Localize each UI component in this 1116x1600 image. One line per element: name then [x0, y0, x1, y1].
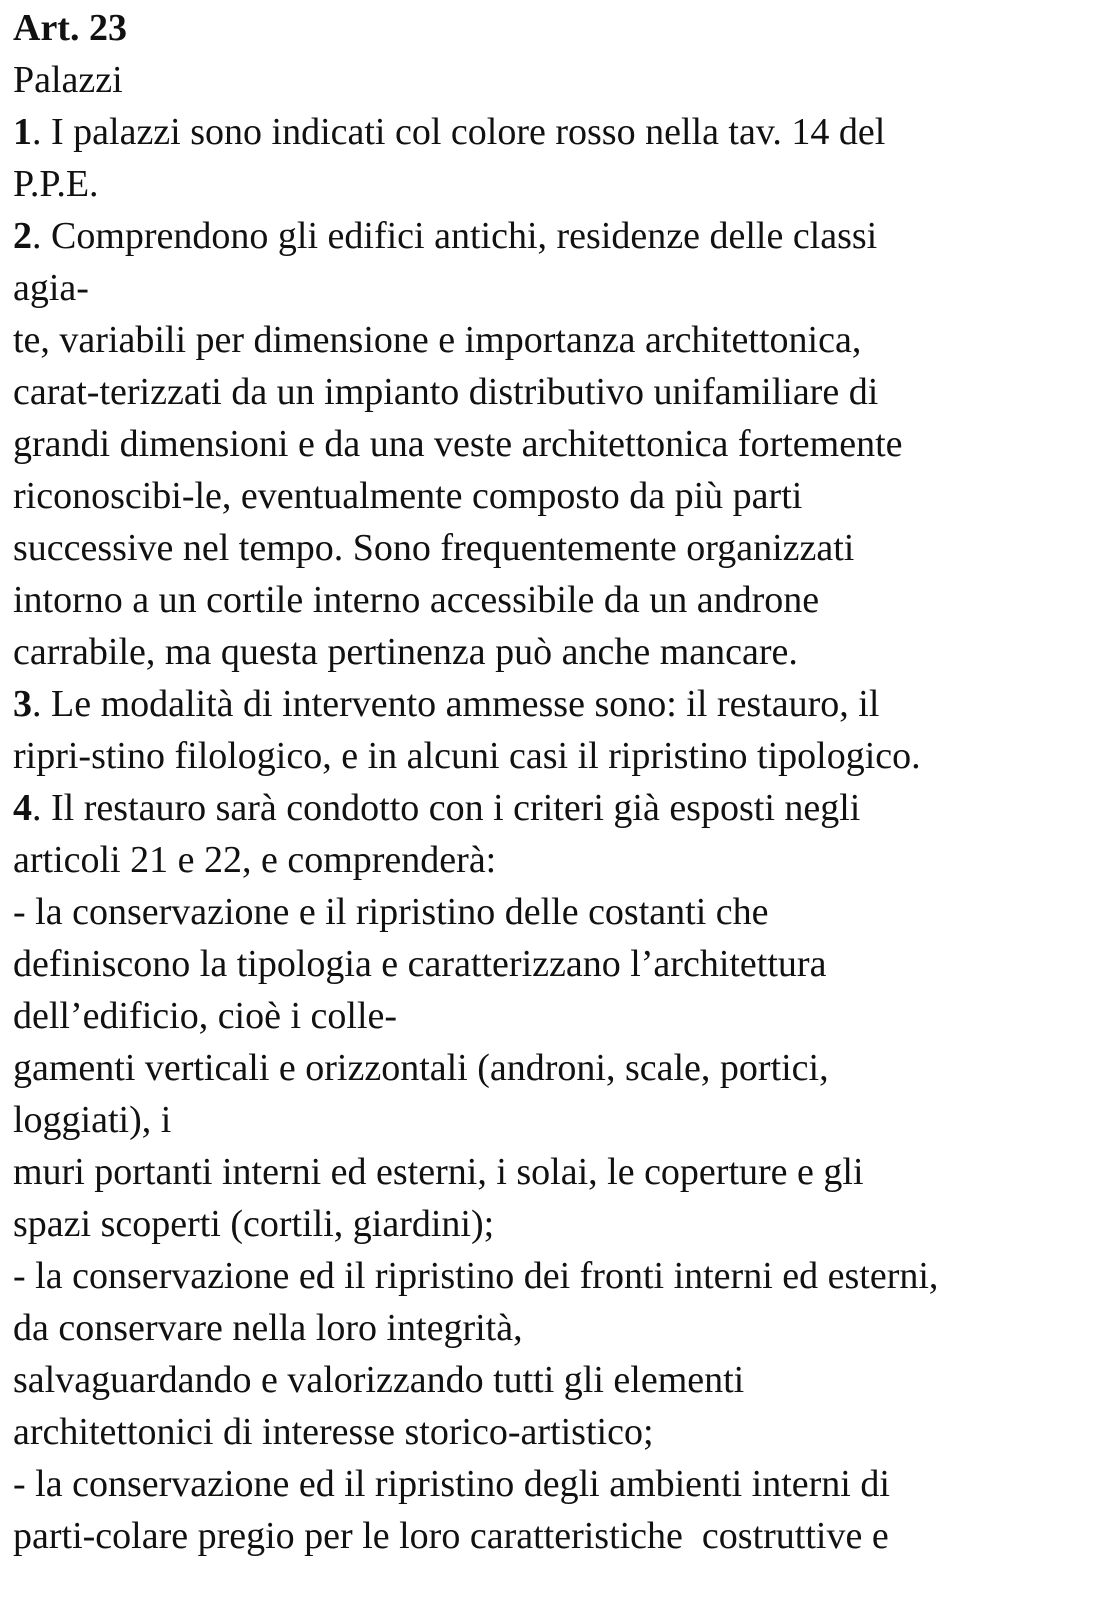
paragraph-number: 4 — [13, 787, 32, 829]
paragraph-2-line-7: successive nel tempo. Sono frequentemente organizzati — [13, 527, 855, 569]
paragraph-number: 3 — [13, 683, 32, 725]
paragraph-2-line-6: riconoscibi-le, eventualmente composto da più parti — [13, 475, 803, 517]
paragraph-4-line-1: 4. Il restauro sarà condotto con i criteri già esposti negli — [13, 787, 861, 829]
paragraph-2-line-4: carat-terizzati da un impianto distributivo unifamiliare di — [13, 371, 879, 413]
paragraph-1-line-2: P.P.E. — [13, 163, 99, 205]
paragraph-4-line-3: - la conservazione e il ripristino delle costanti che — [13, 891, 769, 933]
paragraph-2-line-9: carrabile, ma questa pertinenza può anche mancare. — [13, 631, 798, 673]
paragraph-number: 2 — [13, 215, 32, 257]
paragraph-4-line-15: parti-colare pregio per le loro caratteristiche costruttive e — [13, 1515, 889, 1557]
paragraph-4-line-4: definiscono la tipologia e caratterizzano l’architettura — [13, 943, 827, 985]
article-heading: Art. 23 — [13, 7, 127, 49]
paragraph-4-line-9: spazi scoperti (cortili, giardini); — [13, 1203, 495, 1245]
paragraph-2-line-5: grandi dimensioni e da una veste architettonica fortemente — [13, 423, 903, 465]
paragraph-4-line-2: articoli 21 e 22, e comprenderà: — [13, 839, 497, 881]
paragraph-4-line-13: architettonici di interesse storico-artistico; — [13, 1411, 654, 1453]
paragraph-2-line-2: agia- — [13, 267, 89, 309]
paragraph-2-line-1: 2. Comprendono gli edifici antichi, residenze delle classi — [13, 215, 878, 257]
paragraph-2-line-3: te, variabili per dimensione e importanza architettonica, — [13, 319, 862, 361]
paragraph-1-line-1: 1. I palazzi sono indicati col colore rosso nella tav. 14 del — [13, 111, 886, 153]
paragraph-4-line-10: - la conservazione ed il ripristino dei fronti interni ed esterni, — [13, 1255, 939, 1297]
paragraph-4-line-14: - la conservazione ed il ripristino degli ambienti interni di — [13, 1463, 890, 1505]
paragraph-number: 1 — [13, 111, 32, 153]
paragraph-3-line-1: 3. Le modalità di intervento ammesse sono: il restauro, il — [13, 683, 880, 725]
paragraph-4-line-8: muri portanti interni ed esterni, i solai, le coperture e gli — [13, 1151, 864, 1193]
paragraph-4-line-7: loggiati), i — [13, 1099, 172, 1141]
paragraph-4-line-12: salvaguardando e valorizzando tutti gli elementi — [13, 1359, 745, 1401]
paragraph-4-line-6: gamenti verticali e orizzontali (androni, scale, portici, — [13, 1047, 829, 1089]
article-title: Palazzi — [13, 59, 123, 101]
paragraph-3-line-2: ripri-stino filologico, e in alcuni casi il ripristino tipologico. — [13, 735, 921, 777]
paragraph-2-line-8: intorno a un cortile interno accessibile da un androne — [13, 579, 820, 621]
paragraph-4-line-11: da conservare nella loro integrità, — [13, 1307, 523, 1349]
document-page — [13, 2, 1108, 1562]
paragraph-4-line-5: dell’edificio, cioè i colle- — [13, 995, 398, 1037]
